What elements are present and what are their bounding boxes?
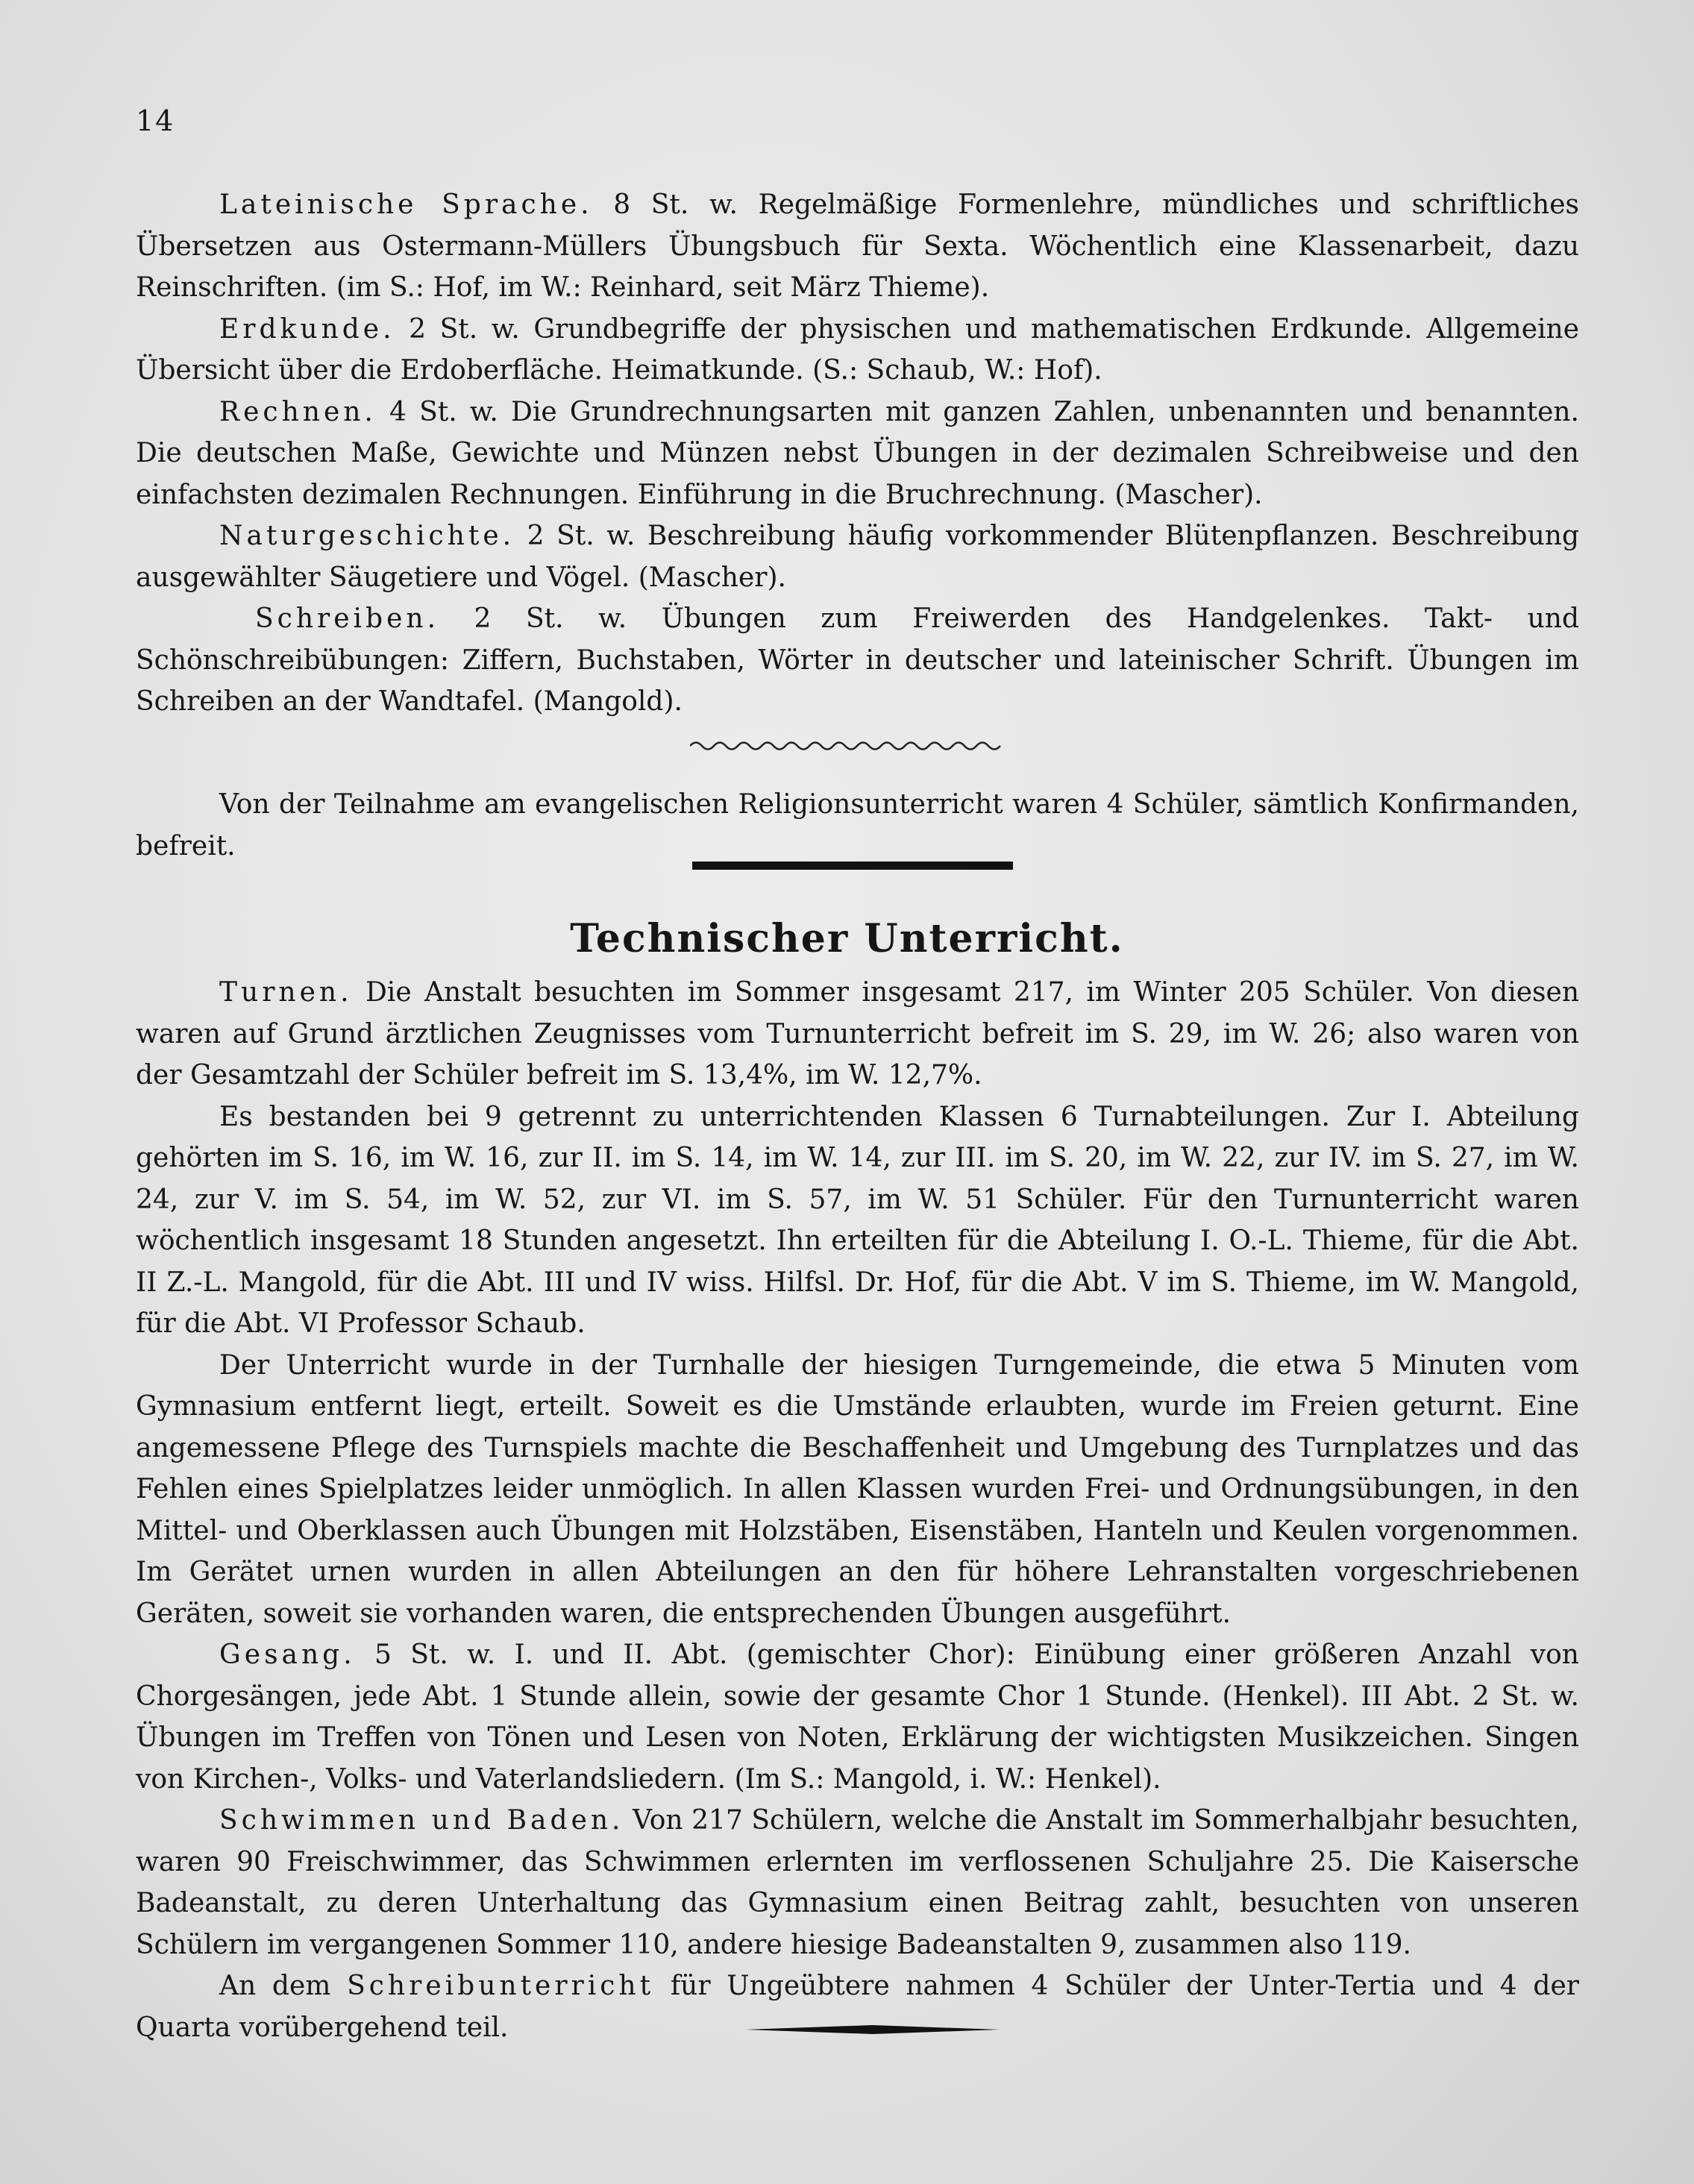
paragraph-arithmetic: [136, 392, 1579, 516]
paragraph-gymnastics-divisions: Es bestanden bei 9 getrennt zu unterrichtenden Klassen 6 Turnabteilungen. Zur I. Abteilung gehörten im S. 16, im W. 16, zur II. im S. 14, im W. 14, zur III. im S. 20, im W. 22, zur IV. im S. 27, im W. 24, zur V. im S. 54, im W. 52, zur VI. im S. 57, im W. 51 Schüler. Für den Turnunterricht waren wöchentlich insgesamt 18 Stunden angesetzt. Ihn erteilten für die Abteilung I. O.-L. Thieme, für die Abt. II Z.-L. Mangold, für die Abt. III und IV wiss. Hilfsl. Dr. Hof, für die Abt. V im S. Thieme, im W. Mangold, für die Abt. VI Professor Schaub.: [136, 1101, 1579, 1339]
subject-title: Schreiben.: [255, 603, 440, 634]
religion-note: Von der Teilnahme am evangelischen Religionsunterricht waren 4 Schüler, sämtlich Konfirmanden, befreit.: [136, 789, 1579, 862]
paragraph-singing: [136, 1634, 1579, 1800]
paragraph-text: 2 St. w. Grundbegriffe der physischen und mathematischen Erdkunde. Allgemeine Übersicht über die Erdoberfläche. Heimatkunde. (S.: Schaub, W.: Hof).: [136, 313, 1579, 386]
paragraph-text: An dem: [219, 1971, 348, 2001]
page-number: 14: [136, 104, 175, 137]
section-rule: [692, 862, 1013, 870]
subject-title: Erdkunde.: [219, 313, 395, 345]
paragraph-latin: [136, 184, 1579, 309]
paragraph-gymnastics-hall: Der Unterricht wurde in der Turnhalle der hiesigen Turngemeinde, die etwa 5 Minuten vom Gymnasium entfernt liegt, erteilt. Soweit es die Umstände erlaubten, wurde im Freien geturnt. Eine angemessene Pflege des Turnspiels machte die Beschaffenheit und Umgebung des Turnplatzes und das Fehlen eines Spielplatzes leider unmöglich. In allen Klassen wurden Frei- und Ordnungsübungen, in den Mittel- und Oberklassen auch Übungen mit Holzstäben, Eisenstäben, Hanteln und Keulen vorgenommen. Im Gerätet urnen wurden in allen Abteilungen an den für höhere Lehranstalten vorgeschriebenen Geräten, soweit sie vorhanden waren, die entsprechenden Übungen ausgeführt.: [136, 1349, 1579, 1629]
paragraph-text: Von 217 Schülern, welche die Anstalt im Sommerhalbjahr besuchten, waren 90 Freischwimmer, das Schwimmen erlernten im verflossenen Schuljahre 25. Die Kaisersche Badeanstalt, zu deren Unterhaltung das Gymnasium einen Beitrag zahlt, besuchten von unseren Schülern im vergangenen Sommer 110, andere hiesige Badeanstalten 9, zusammen also 119.: [136, 1805, 1579, 1960]
closing-rule: [746, 2024, 1000, 2035]
section-heading: Technischer Unterricht.: [570, 916, 1124, 961]
paragraph-text: 5 St. w. I. und II. Abt. (gemischter Chor): Einübung einer größeren Anzahl von Chorgesängen, jede Abt. 1 Stunde allein, sowie der gesamte Chor 1 Stunde. (Henkel). III Abt. 2 St. w. Übungen im Treffen von Tönen und Lesen von Noten, Erklärung der wichtigsten Musikzeichen. Singen von Kirchen-, Volks- und Vaterlandsliedern. (Im S.: Mangold, i. W.: Henkel).: [136, 1639, 1579, 1795]
paragraph-swimming: [136, 1800, 1579, 1965]
paragraph-natural-history: [136, 515, 1579, 598]
subject-title: Schreibunterricht: [347, 1971, 655, 2001]
paragraph-text: 4 St. w. Die Grundrechnungsarten mit ganzen Zahlen, unbenannten und benannten. Die deutschen Maße, Gewichte und Münzen nebst Übungen in der dezimalen Schreibweise und den einfachsten dezimalen Rechnungen. Einführung in die Bruchrechnung. (Mascher).: [136, 396, 1579, 510]
paragraph-gymnastics: [136, 972, 1579, 1096]
paragraph-text: 2 St. w. Beschreibung häufig vorkommender Blütenpflanzen. Beschreibung ausgewählter Säugetiere und Vögel. (Mascher).: [136, 521, 1579, 593]
subjects-section: [136, 184, 1579, 723]
paragraph-text: für Ungeübtere nahmen 4 Schüler der Unter-Tertia und 4 der Quarta vorübergehend teil.: [136, 1971, 1579, 2043]
technical-section: [136, 972, 1579, 2048]
paragraph-geography: [136, 309, 1579, 392]
paragraph-writing: [136, 598, 1579, 723]
subject-title: Gesang.: [219, 1639, 356, 1670]
paragraph-text: 8 St. w. Regelmäßige Formenlehre, mündliches und schriftliches Übersetzen aus Ostermann-Müllers Übungsbuch für Sexta. Wöchentlich eine Klassenarbeit, dazu Reinschriften. (im S.: Hof, im W.: Reinhard, seit März Thieme).: [136, 189, 1579, 303]
paragraph-text: Die Anstalt besuchten im Sommer insgesamt 217, im Winter 205 Schüler. Von diesen waren auf Grund ärztlichen Zeugnisses vom Turnunterricht befreit im S. 29, im W. 26; also waren von der Gesamtzahl der Schüler befreit im S. 13,4%, im W. 12,7%.: [136, 977, 1579, 1091]
subject-title: Rechnen.: [219, 396, 377, 427]
subject-title: Schwimmen und Baden.: [219, 1805, 624, 1836]
paragraph-writing-lessons: [136, 1965, 1579, 2048]
religion-note-section: [136, 784, 1579, 867]
subject-title: Naturgeschichte.: [219, 521, 515, 551]
wavy-divider: [690, 737, 1011, 755]
paragraph-text: 2 St. w. Übungen zum Freiwerden des Handgelenkes. Takt- und Schönschreibübungen: Ziffern, Buchstaben, Wörter in deutscher und lateinischer Schrift. Übungen im Schreiben an der Wandtafel. (Mangold).: [136, 603, 1579, 717]
subject-title: Turnen.: [219, 977, 353, 1008]
subject-title: Lateinische Sprache.: [219, 189, 593, 220]
